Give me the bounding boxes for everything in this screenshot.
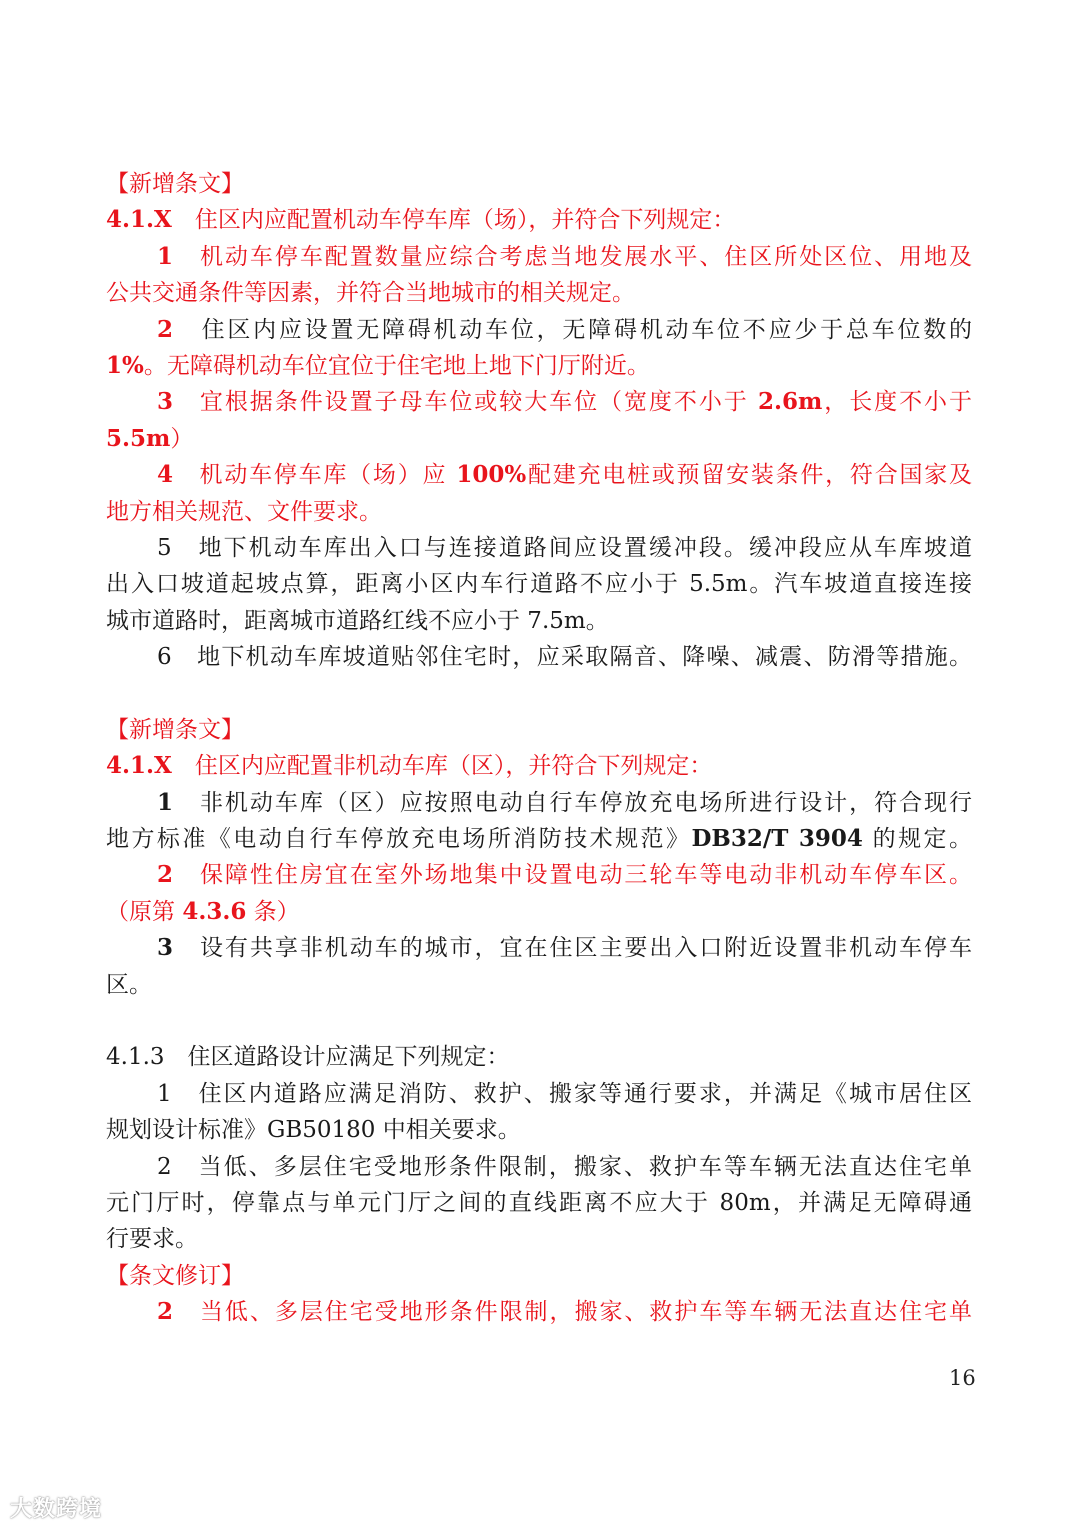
- text-line: [106, 312, 972, 348]
- revised-text: 4.1.X: [106, 752, 172, 780]
- revised-text: 。无障碍机动车位宜位于住宅地上地下门厅附近。: [143, 352, 650, 379]
- revised-text: 当低、多层住宅受地形条件限制，搬家、救护车等车辆无法直达住宅单: [173, 1299, 972, 1326]
- revised-text: 【新增条文】: [106, 716, 244, 743]
- text-line: [106, 566, 972, 602]
- revised-text: 地方相关规范、文件要求。: [106, 498, 382, 525]
- original-text: 设有共享非机动车的城市，宜在住区主要出入口附近设置非机动车停车: [173, 935, 972, 962]
- text-line: [106, 1258, 972, 1294]
- revised-text: 公共交通条件等因素，并符合当地城市的相关规定。: [106, 280, 635, 307]
- text-line: [106, 530, 972, 566]
- text-line: [106, 821, 972, 857]
- revised-text: （原第: [106, 898, 183, 925]
- text-line: [106, 384, 972, 420]
- revised-text: 100%: [456, 461, 527, 489]
- revised-text: 1: [157, 242, 174, 270]
- revised-text: 住区内应配置机动车停车库（场），并符合下列规定：: [171, 207, 736, 234]
- text-line: [106, 457, 972, 493]
- text-line: [106, 1221, 972, 1257]
- original-text: 4.1.3 住区道路设计应满足下列规定：: [106, 1044, 510, 1071]
- original-text: 行要求。: [106, 1226, 198, 1253]
- original-text: 规划设计标准》GB50180 中相关要求。: [106, 1117, 521, 1144]
- revised-text: 3: [157, 388, 174, 416]
- revised-text: 2.6m: [757, 388, 823, 416]
- text-line: [106, 748, 972, 784]
- text-line: [106, 857, 972, 893]
- original-text: 1: [157, 788, 174, 816]
- original-text: 住区内应设置无障碍机动车位，无障碍机动车位不应少于总车位数的: [173, 316, 972, 343]
- revised-text: 机动车停车配置数量应综合考虑当地发展水平、住区所处区位、用地及: [173, 243, 972, 270]
- text-line: [106, 603, 972, 639]
- original-text: 城市道路时，距离城市道路红线不应小于 7.5m。: [106, 607, 609, 634]
- text-line: [106, 239, 972, 275]
- original-text: 3: [157, 934, 174, 962]
- text-line: [106, 894, 972, 930]
- text-line: [106, 1039, 972, 1075]
- revised-text: 【新增条文】: [106, 171, 244, 197]
- clause-block: [106, 1039, 972, 1330]
- revised-text: 保障性住房宜在室外场地集中设置电动三轮车等电动非机动车停车区。: [173, 862, 972, 889]
- original-text: 区。: [106, 971, 152, 998]
- original-text: 6 地下机动车库坡道贴邻住宅时，应采取隔音、降噪、减震、防滑等措施。: [157, 644, 972, 671]
- revised-text: 2: [157, 1298, 174, 1326]
- revised-text: 宜根据条件设置子母车位或较大车位（宽度不小于: [173, 389, 758, 416]
- revised-text: 【条文修订】: [106, 1262, 244, 1289]
- revised-text: ，长度不小于: [822, 389, 973, 416]
- text-line: [106, 785, 972, 821]
- revised-text: 5.5m: [106, 424, 171, 452]
- original-text: 1 住区内道路应满足消防、救护、搬家等通行要求，并满足《城市居住区: [157, 1080, 972, 1107]
- watermark-logo: 大数跨境: [10, 1497, 103, 1522]
- revised-text: 4: [157, 461, 174, 489]
- text-line: [106, 712, 972, 748]
- revised-text: ）: [170, 425, 194, 452]
- document-body: [106, 166, 972, 1367]
- original-text: 5 地下机动车库出入口与连接道路间应设置缓冲段。缓冲段应从车库坡道: [157, 534, 972, 561]
- text-line: [106, 1294, 972, 1330]
- text-line: [106, 1149, 972, 1185]
- text-line: [106, 967, 972, 1003]
- text-line: [106, 348, 972, 384]
- revised-text: 1%: [106, 351, 144, 379]
- original-text: 出入口坡道起坡点算，距离小区内车行道路不应小于 5.5m。汽车坡道直接连接: [106, 571, 972, 598]
- revised-text: 4.3.6: [182, 897, 247, 925]
- revised-text: 条）: [246, 898, 300, 925]
- text-line: [106, 1076, 972, 1112]
- original-text: 地方标准《电动自行车停放充电场所消防技术规范》: [106, 826, 692, 853]
- text-line: [106, 202, 972, 238]
- text-line: [106, 421, 972, 457]
- original-text: 元门厅时，停靠点与单元门厅之间的直线距离不应大于 80m，并满足无障碍通: [106, 1189, 972, 1216]
- revised-text: 住区内应配置非机动车库（区），并符合下列规定：: [171, 753, 713, 780]
- revised-text: 2: [157, 861, 174, 889]
- text-line: [106, 166, 972, 202]
- revised-text: 4.1.X: [106, 206, 172, 234]
- original-text: 2 当低、多层住宅受地形条件限制，搬家、救护车等车辆无法直达住宅单: [157, 1153, 972, 1180]
- original-text: 非机动车库（区）应按照电动自行车停放充电场所进行设计，符合现行: [173, 789, 972, 816]
- original-text: 的规定。: [862, 826, 973, 853]
- revised-text: 配建充电桩或预留安装条件，符合国家及: [526, 462, 973, 489]
- page-number: 16: [949, 1366, 976, 1390]
- clause-block: [106, 166, 972, 675]
- text-line: [106, 1112, 972, 1148]
- text-line: [106, 494, 972, 530]
- text-line: [106, 639, 972, 675]
- text-line: [106, 1185, 972, 1221]
- revised-text: 机动车停车库（场）应: [173, 462, 457, 489]
- text-line: [106, 930, 972, 966]
- revised-text: 2: [157, 315, 174, 343]
- original-text: DB32/T 3904: [691, 825, 863, 853]
- text-line: [106, 275, 972, 311]
- clause-block: [106, 712, 972, 1003]
